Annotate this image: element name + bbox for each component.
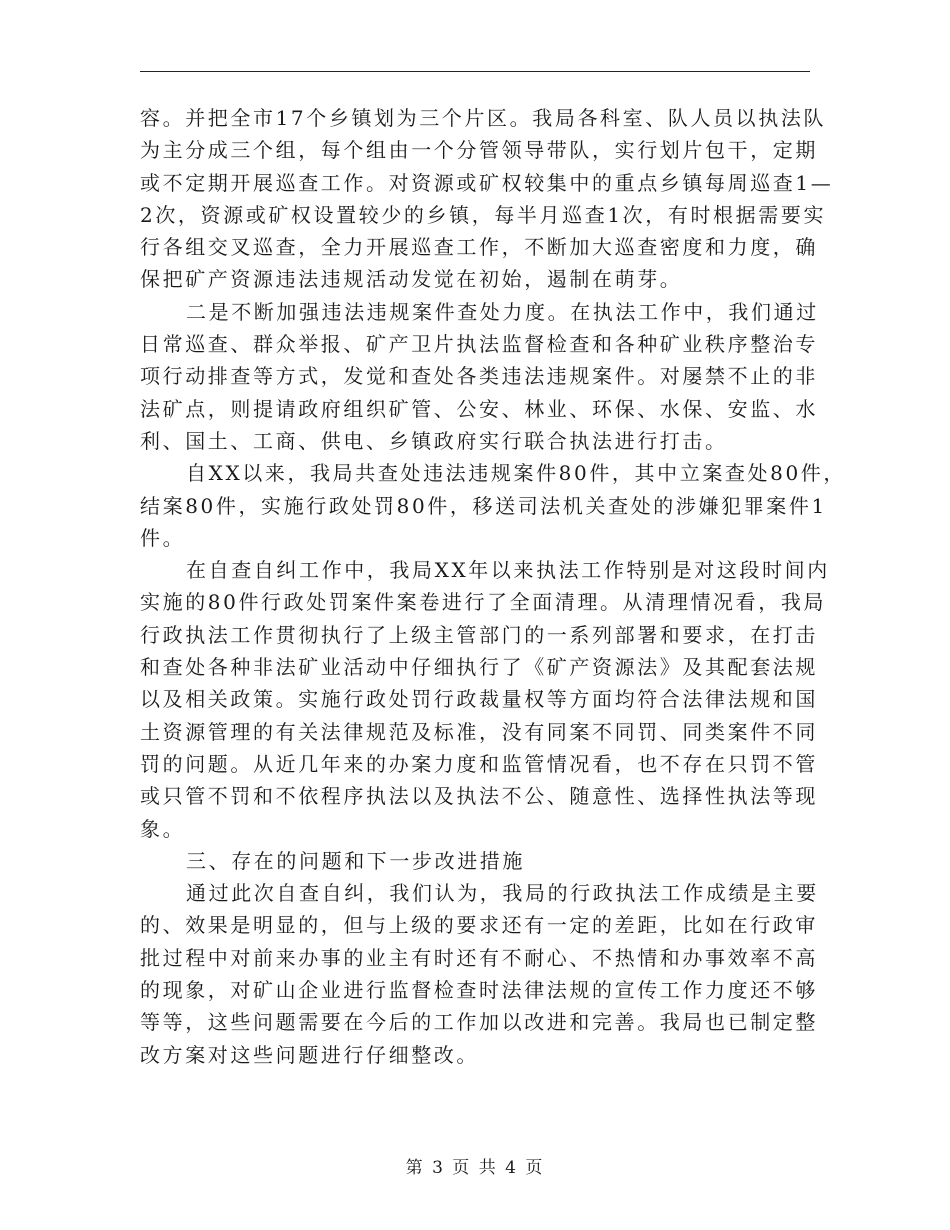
paragraph-start-line: 二是不断加强违法违规案件查处力度。在执法工作中，我们通过 [186,299,819,324]
text-line: 法矿点，则提请政府组织矿管、公安、林业、环保、水保、安监、水 [140,396,818,421]
text-line: 行各组交叉巡查，全力开展巡查工作，不断加大巡查密度和力度，确 [140,235,818,260]
text-line: 保把矿产资源违法违规活动发觉在初始，遏制在萌芽。 [140,267,683,292]
header-rule [140,71,810,72]
text-line: 和查处各种非法矿业活动中仔细执行了《矿产资源法》及其配套法规 [140,655,818,680]
text-line: 以及相关政策。实施行政处罚行政裁量权等方面均符合法律法规和国 [140,687,818,712]
text-line: 土资源管理的有关法律规范及标准，没有同案不同罚、同类案件不同 [140,719,818,744]
text-line: 件。 [140,525,186,550]
text-line: 日常巡查、群众举报、矿产卫片执法监督检查和各种矿业秩序整治专 [140,332,818,357]
section-heading: 三、存在的问题和下一步改进措施 [186,848,525,873]
text-line: 批过程中对前来办事的业主有时还有不耐心、不热情和办事效率不高 [140,945,818,970]
text-line: 实施的80件行政处罚案件案卷进行了全面清理。从清理情况看，我局 [140,590,827,615]
text-line: 的、效果是明显的，但与上级的要求还有一定的差距，比如在行政审 [140,913,818,938]
text-line: 罚的问题。从近几年来的办案力度和监管情况看，也不存在只罚不管 [140,751,818,776]
text-line: 2次，资源或矿权设置较少的乡镇，每半月巡查1次，有时根据需要实 [140,202,827,227]
paragraph-start-line: 通过此次自查自纠，我们认为，我局的行政执法工作成绩是主要 [186,881,819,906]
text-line: 或不定期开展巡查工作。对资源或矿权较集中的重点乡镇每周巡查1— [140,170,834,195]
text-line: 的现象，对矿山企业进行监督检查时法律法规的宣传工作力度还不够 [140,978,818,1003]
page-number-footer: 第 3 页 共 4 页 [405,1158,545,1178]
text-line: 容。并把全市17个乡镇划为三个片区。我局各科室、队人员以执法队 [140,106,827,130]
text-line: 利、国土、工商、供电、乡镇政府实行联合执法进行打击。 [140,428,728,453]
text-line: 为主分成三个组，每个组由一个分管领导带队，实行划片包干，定期 [140,138,818,163]
text-line: 结案80件，实施行政处罚80件，移送司法机关查处的涉嫌犯罪案件1 [140,493,827,518]
text-line: 项行动排查等方式，发觉和查处各类违法违规案件。对屡禁不止的非 [140,364,818,389]
body-text [140,102,846,1071]
paragraph-start-line: 自XX以来，我局共查处违法违规案件80件，其中立案查处80件， [186,461,846,486]
paragraph-start-line: 在自查自纠工作中，我局XX年以来执法工作特别是对这段时间内 [186,558,830,583]
text-line: 象。 [140,816,186,841]
text-line: 行政执法工作贯彻执行了上级主管部门的一系列部署和要求，在打击 [140,622,818,647]
text-line: 等等，这些问题需要在今后的工作加以改进和完善。我局也已制定整 [140,1010,818,1035]
text-line: 改方案对这些问题进行仔细整改。 [140,1042,479,1067]
text-line: 或只管不罚和不依程序执法以及执法不公、随意性、选择性执法等现 [140,784,818,809]
